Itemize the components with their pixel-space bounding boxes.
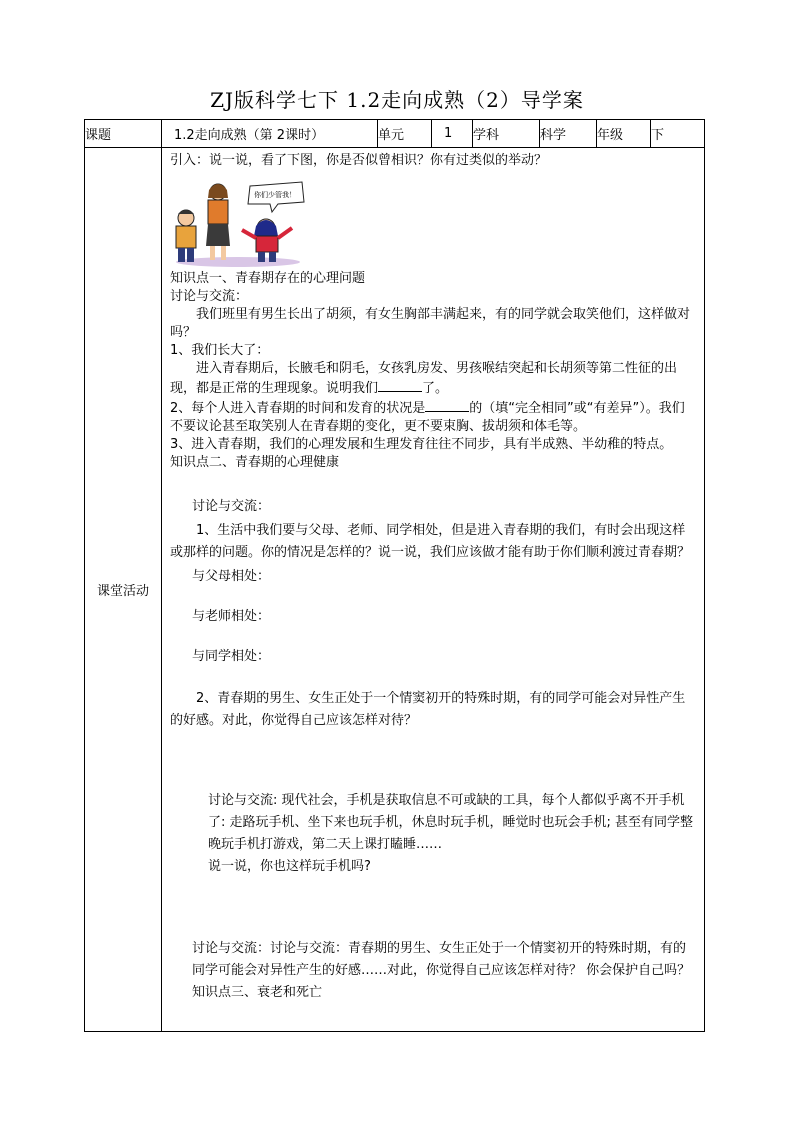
subject-label: 学科 — [473, 120, 540, 148]
fill-blank-2[interactable] — [425, 398, 469, 412]
knowledge-point-1: 知识点一、青春期存在的心理问题 — [170, 271, 366, 286]
point-1-head: 1、我们长大了： — [170, 343, 270, 358]
knowledge-point-3: 知识点三、衰老和死亡 — [192, 985, 323, 1000]
grade-label: 年级 — [597, 120, 651, 148]
topic-value: 1.2走向成熟（第 2课时） — [162, 120, 378, 148]
topic-label: 课题 — [85, 120, 162, 148]
question-5: 讨论与交流：讨论与交流：青春期的男生、女生正处于一个情窦初开的特殊时期，有的同学可能会对异性产生的好感……对此，你觉得自己应该怎样对待？ 你会保护自己吗？ — [192, 941, 691, 978]
question-2: 1、生活中我们要与父母、老师、同学相处，但是进入青春期的我们，有时会出现这样或那样的问题。你的情况是怎样的？说一说，我们应该做才能有助于你们顺利渡过青春期？ — [170, 523, 691, 560]
point-1-tail: 了。 — [422, 381, 449, 396]
lesson-table — [84, 119, 705, 1032]
activity-content — [162, 148, 705, 1032]
question-1: 我们班里有男生长出了胡须，有女生胸部丰满起来，有的同学就会取笑他们，这样做对吗？ — [170, 307, 691, 340]
point-1-text: 进入青春期后，长腋毛和阴毛，女孩乳房发、男孩喉结突起和长胡须等第二性征的出现，都是正常的生理现象。说明我们 — [170, 361, 678, 396]
unit-value: 1 — [432, 120, 473, 148]
fill-blank-1[interactable] — [378, 378, 422, 392]
intro-text: 引入：说一说，看了下图，你是否似曾相识？你有过类似的举动？ — [170, 153, 548, 168]
bubble-text: 你们少管我！ — [254, 191, 296, 199]
with-parents-label: 与父母相处： — [192, 569, 271, 584]
point-2-text: 2、每个人进入青春期的时间和发育的状况是 — [170, 401, 426, 416]
point-3: 3、进入青春期，我们的心理发展和生理发育往往不同步，具有半成熟、半幼稚的特点。 — [170, 437, 673, 452]
with-teachers-label: 与老师相处： — [192, 609, 271, 624]
page-title: ZJ版科学七下 1.2走向成熟（2）导学案 — [210, 88, 584, 112]
row-label: 课堂活动 — [85, 148, 162, 1032]
question-4: 讨论与交流: 现代社会，手机是获取信息不可或缺的工具，每个人都似乎离不开手机了: 走路玩手机、坐下来也玩手机，休息时玩手机，睡觉时也玩会手机; 甚至有同学整晚玩手机打游戏，第二天上课打瞌睡…… — [208, 793, 694, 852]
with-classmates-label: 与同学相处： — [192, 649, 271, 664]
point-1-body — [170, 360, 696, 398]
point-2 — [170, 398, 696, 436]
header-row — [85, 120, 705, 148]
activity-row — [85, 148, 705, 1032]
question-4-ask: 说一说，你也这样玩手机吗? — [208, 859, 371, 874]
cartoon-illustration — [168, 176, 308, 268]
discussion-label-2: 讨论与交流： — [192, 499, 271, 514]
question-3: 2、青春期的男生、女生正处于一个情窦初开的特殊时期，有的同学可能会对异性产生的好感。对此，你觉得自己应该怎样对待？ — [170, 691, 686, 728]
point-2-tail: 的（填“完全相同”或“有差异”）。我们不要议论甚至取笑别人在青春期的变化，更不要束胸、拔胡须和体毛等。 — [170, 401, 685, 434]
grade-value: 下 — [651, 120, 705, 148]
unit-label: 单元 — [378, 120, 432, 148]
subject-value: 科学 — [540, 120, 597, 148]
discussion-label-1: 讨论与交流： — [170, 289, 249, 304]
knowledge-point-2: 知识点二、青春期的心理健康 — [170, 455, 340, 470]
